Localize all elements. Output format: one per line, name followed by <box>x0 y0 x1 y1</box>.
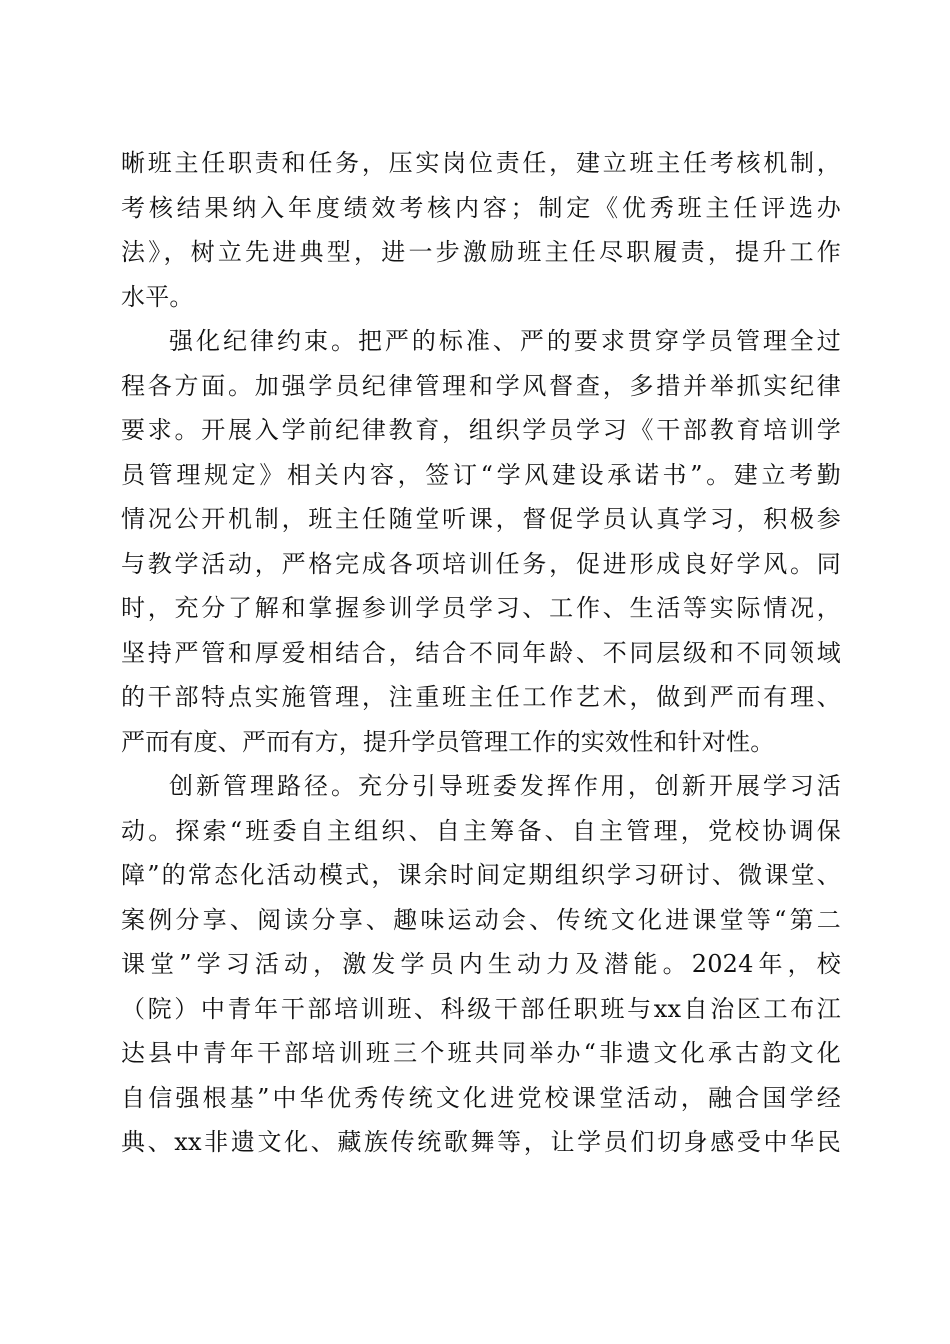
text-line: 法》，树立先进典型，进一步激励班主任尽职履责，提升工作 <box>121 238 841 266</box>
text-line: 水平。 <box>121 282 194 311</box>
text-line: 坚持严管和厚爱相结合，结合不同年龄、不同层级和不同领域 <box>121 638 841 667</box>
text-line: 课堂”学习活动，激发学员内生动力及潜能。2024年，校 <box>121 950 841 978</box>
text-line: 的干部特点实施管理，注重班主任工作艺术，做到严而有理、 <box>121 683 841 711</box>
text-line: 达县中青年干部培训班三个班共同举办“非遗文化承古韵文化 <box>121 1039 841 1067</box>
text-line: 晰班主任职责和任务，压实岗位责任，建立班主任考核机制， <box>121 149 841 177</box>
text-line: 要求。开展入学前纪律教育，组织学员学习《干部教育培训学 <box>121 416 841 444</box>
body-text <box>121 141 841 1165</box>
text-line: 自信强根基”中华优秀传统文化进党校课堂活动，融合国学经 <box>121 1083 841 1112</box>
paragraph-heading-line: 创新管理路径。充分引导班委发挥作用，创新开展学习活 <box>169 772 841 800</box>
text-line: 动。探索“班委自主组织、自主筹备、自主管理，党校协调保 <box>121 816 841 845</box>
text-line: 案例分享、阅读分享、趣味运动会、传统文化进课堂等“第二 <box>121 905 841 934</box>
text-line: 情况公开机制，班主任随堂听课，督促学员认真学习，积极参 <box>121 505 841 533</box>
text-line: 障”的常态化活动模式，课余时间定期组织学习研讨、微课堂、 <box>121 861 841 889</box>
text-line: （院）中青年干部培训班、科级干部任职班与xx自治区工布江 <box>121 994 841 1023</box>
text-line: 严而有度、严而有方，提升学员管理工作的实效性和针对性。 <box>121 727 775 756</box>
text-line: 程各方面。加强学员纪律管理和学风督查，多措并举抓实纪律 <box>121 371 841 400</box>
paragraph-heading-line: 强化纪律约束。把严的标准、严的要求贯穿学员管理全过 <box>169 327 841 355</box>
text-line: 典、xx非遗文化、藏族传统歌舞等，让学员们切身感受中华民 <box>121 1128 841 1156</box>
text-line: 员管理规定》相关内容，签订“学风建设承诺书”。建立考勤 <box>121 460 841 489</box>
text-line: 时，充分了解和掌握参训学员学习、工作、生活等实际情况， <box>121 594 841 622</box>
text-line: 考核结果纳入年度绩效考核内容；制定《优秀班主任评选办 <box>121 193 841 222</box>
text-line: 与教学活动，严格完成各项培训任务，促进形成良好学风。同 <box>121 549 841 578</box>
